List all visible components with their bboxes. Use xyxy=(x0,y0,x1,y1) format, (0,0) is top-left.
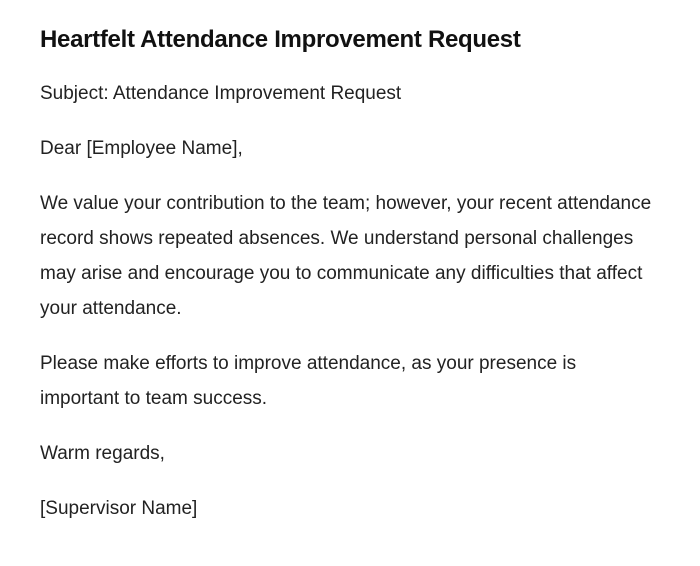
body-paragraph: We value your contribution to the team; however, your recent attendance record shows repeated absences. We understand personal challenges may arise and encourage you to communicate any difficulties that affect your attendance. xyxy=(40,193,652,319)
document-title: Heartfelt Attendance Improvement Request xyxy=(40,26,521,53)
closing: Warm regards, xyxy=(40,443,165,464)
salutation: Dear [Employee Name], xyxy=(40,138,243,159)
signature: [Supervisor Name] xyxy=(40,498,198,519)
subject-line: Subject: Attendance Improvement Request xyxy=(40,83,402,104)
body-paragraph: Please make efforts to improve attendance, as your presence is important to team success. xyxy=(40,353,577,409)
